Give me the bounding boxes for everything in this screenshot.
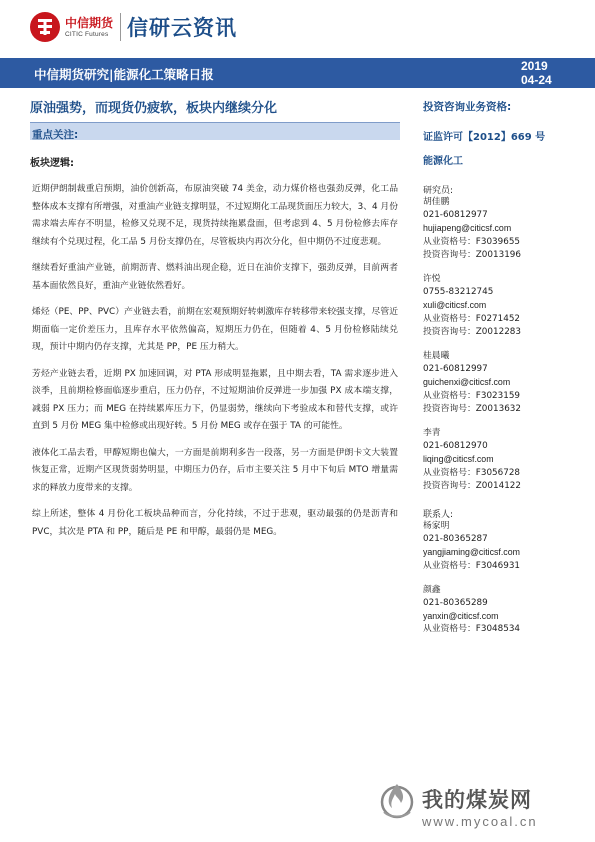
researcher-cert: 从业资格号：F3039655 xyxy=(423,236,521,247)
article-body xyxy=(30,100,400,550)
researcher-name: 李青 xyxy=(423,428,441,439)
researcher-card xyxy=(423,427,583,493)
researcher-cert: 从业资格号：F3056728 xyxy=(423,467,521,478)
researcher-name: 桂晨曦 xyxy=(423,351,450,362)
report-date-monthday: 04-24 xyxy=(521,73,552,87)
logo-english-name: CITIC Futures xyxy=(65,30,109,38)
researcher-advisor-id: 投资咨询号：Z0013632 xyxy=(423,403,521,414)
company-logo xyxy=(30,12,237,42)
researcher-advisor-id: 投资咨询号：Z0013196 xyxy=(423,249,521,260)
researcher-cert: 从业资格号：F0271452 xyxy=(423,313,521,324)
researchers-label: 研究员: xyxy=(423,186,454,196)
contact-name: 杨家明 xyxy=(423,521,450,532)
paragraph-heavy-oil: 继续看好重油产业链，前期沥青、燃料油出现企稳，近日在油价支撑下，强劲反弹，目前两者基本面依然良好，重油产业链依然看好。 xyxy=(32,263,398,291)
paragraph-overview: 近期伊朗制裁重启预期，油价创新高，布原油突破 74 美金，动力煤价格也强劲反弹，化工品整体成本支撑有所增强，对重油产业链支撑明显，不过短期化工品现货面压力较大，3、4 月份需求端去库存不明显，检修又兑现不足，现货持续拖累盘面，但考虑到 4、5 月份检修去库存继续有个兑现过程，化工品 5 月份支撑仍在，尽管板块内再次分化，但中期仍不过度悲观。 xyxy=(32,184,398,247)
site-watermark xyxy=(376,778,586,838)
researcher-card xyxy=(423,273,583,339)
researcher-card xyxy=(423,196,583,262)
paragraph-aromatics: 芳烃产业链去看，近期 PX 加速回调，对 PTA 形成明显拖累，且中期去看，TA 需求逐步进入淡季，且前期检修面临逐步重启，压力仍存，不过短期油价反弹进一步加强 PX 成本端支撑，减弱 PX 压力；而 MEG 在持续累库压力下，仍显弱势，继续向下考验成本和替代支撑，或许直到 5 月份 MEG 集中检修或出现好转。5 月份 MEG 或存在强于 TA 的可能性。 xyxy=(32,368,398,431)
contact-email[interactable]: yangjiaming@citicsf.com xyxy=(423,547,520,558)
researcher-advisor-id: 投资咨询号：Z0012283 xyxy=(423,326,521,337)
logo-divider xyxy=(120,13,121,41)
report-banner xyxy=(0,58,595,88)
qualification-heading: 投资咨询业务资格: xyxy=(423,101,512,113)
report-series-title: 中信期货研究|能源化工策略日报 xyxy=(34,67,214,82)
contact-cert: 从业资格号：F3048534 xyxy=(423,624,521,635)
brand-title: 信研云资讯 xyxy=(127,16,238,40)
paragraph-summary: 综上所述，整体 4 月份化工板块品种而言，分化持续，不过于悲观，驱动最强的仍是沥青和 PVC，其次是 PTA 和 PP，随后是 PE 和甲醇，最弱仍是 MEG。 xyxy=(32,509,398,537)
contact-card xyxy=(423,584,583,637)
paragraph-olefins: 烯烃（PE、PP、PVC）产业链去看，前期在宏观预期好转刺激库存转移带来较强支撑，尽管近期面临一定价差压力，且库存水平依然偏高，短期压力仍在，但随着 4、5 月份检修陆续兑现，预计中期内仍存支撑，尤其是 PP，PE 压力稍大。 xyxy=(32,307,398,352)
contact-name: 颜鑫 xyxy=(423,584,441,595)
focus-label: 重点关注: xyxy=(32,129,79,141)
contact-cert: 从业资格号：F3046931 xyxy=(423,560,521,571)
researcher-phone: 021-60812970 xyxy=(423,441,488,452)
contact-card xyxy=(423,520,583,573)
contacts-label: 联系人: xyxy=(423,510,454,521)
section-subheading: 板块逻辑: xyxy=(30,158,74,169)
report-date xyxy=(521,59,552,87)
contact-phone: 021-80365287 xyxy=(423,534,488,545)
researcher-phone: 021-60812977 xyxy=(423,210,488,221)
watermark-url: www.mycoal.cn xyxy=(422,814,538,829)
watermark-site-name: 我的煤炭网 xyxy=(422,788,532,812)
researcher-advisor-id: 投资咨询号：Z0014122 xyxy=(423,480,521,491)
researcher-email[interactable]: hujiapeng@citicsf.com xyxy=(423,223,512,234)
researcher-email[interactable]: liqing@citicsf.com xyxy=(423,454,494,465)
logo-chinese-name: 中信期货 xyxy=(65,15,114,30)
department-name: 能源化工 xyxy=(423,156,463,167)
citic-logo-icon xyxy=(30,12,60,42)
contact-phone: 021-80365289 xyxy=(423,598,488,609)
researcher-cert: 从业资格号：F3023159 xyxy=(423,390,521,401)
researcher-phone: 021-60812997 xyxy=(423,364,488,375)
logo-text xyxy=(65,16,113,39)
paragraph-liquid-chemicals: 液体化工品去看，甲醇短期也偏大，一方面是前期利多告一段落，另一方面是伊朗卡文大装置恢复正常，近期产区现货弱势明显，中期压力仍存，后市主要关注 5 月中下旬后 MTO 增量需求的释放力度带来的支撑。 xyxy=(32,447,398,493)
contact-email[interactable]: yanxin@citicsf.com xyxy=(423,611,499,622)
flame-logo-icon xyxy=(376,778,418,820)
article-title: 原油强势，而现货仍疲软，板块内继续分化 xyxy=(30,101,278,116)
researcher-email[interactable]: guichenxi@citicsf.com xyxy=(423,377,511,388)
researcher-name: 许悦 xyxy=(423,274,441,285)
researcher-phone: 0755-83212745 xyxy=(423,287,494,298)
researcher-email[interactable]: xuli@citicsf.com xyxy=(423,300,487,311)
researcher-card xyxy=(423,350,583,416)
license-number: 证监许可【2012】669 号 xyxy=(423,132,546,143)
focus-bar xyxy=(30,122,400,140)
researcher-name: 胡佳鹏 xyxy=(423,197,450,207)
report-date-year: 2019 xyxy=(521,59,548,73)
page-header xyxy=(0,0,595,58)
analyst-sidebar xyxy=(423,100,583,637)
